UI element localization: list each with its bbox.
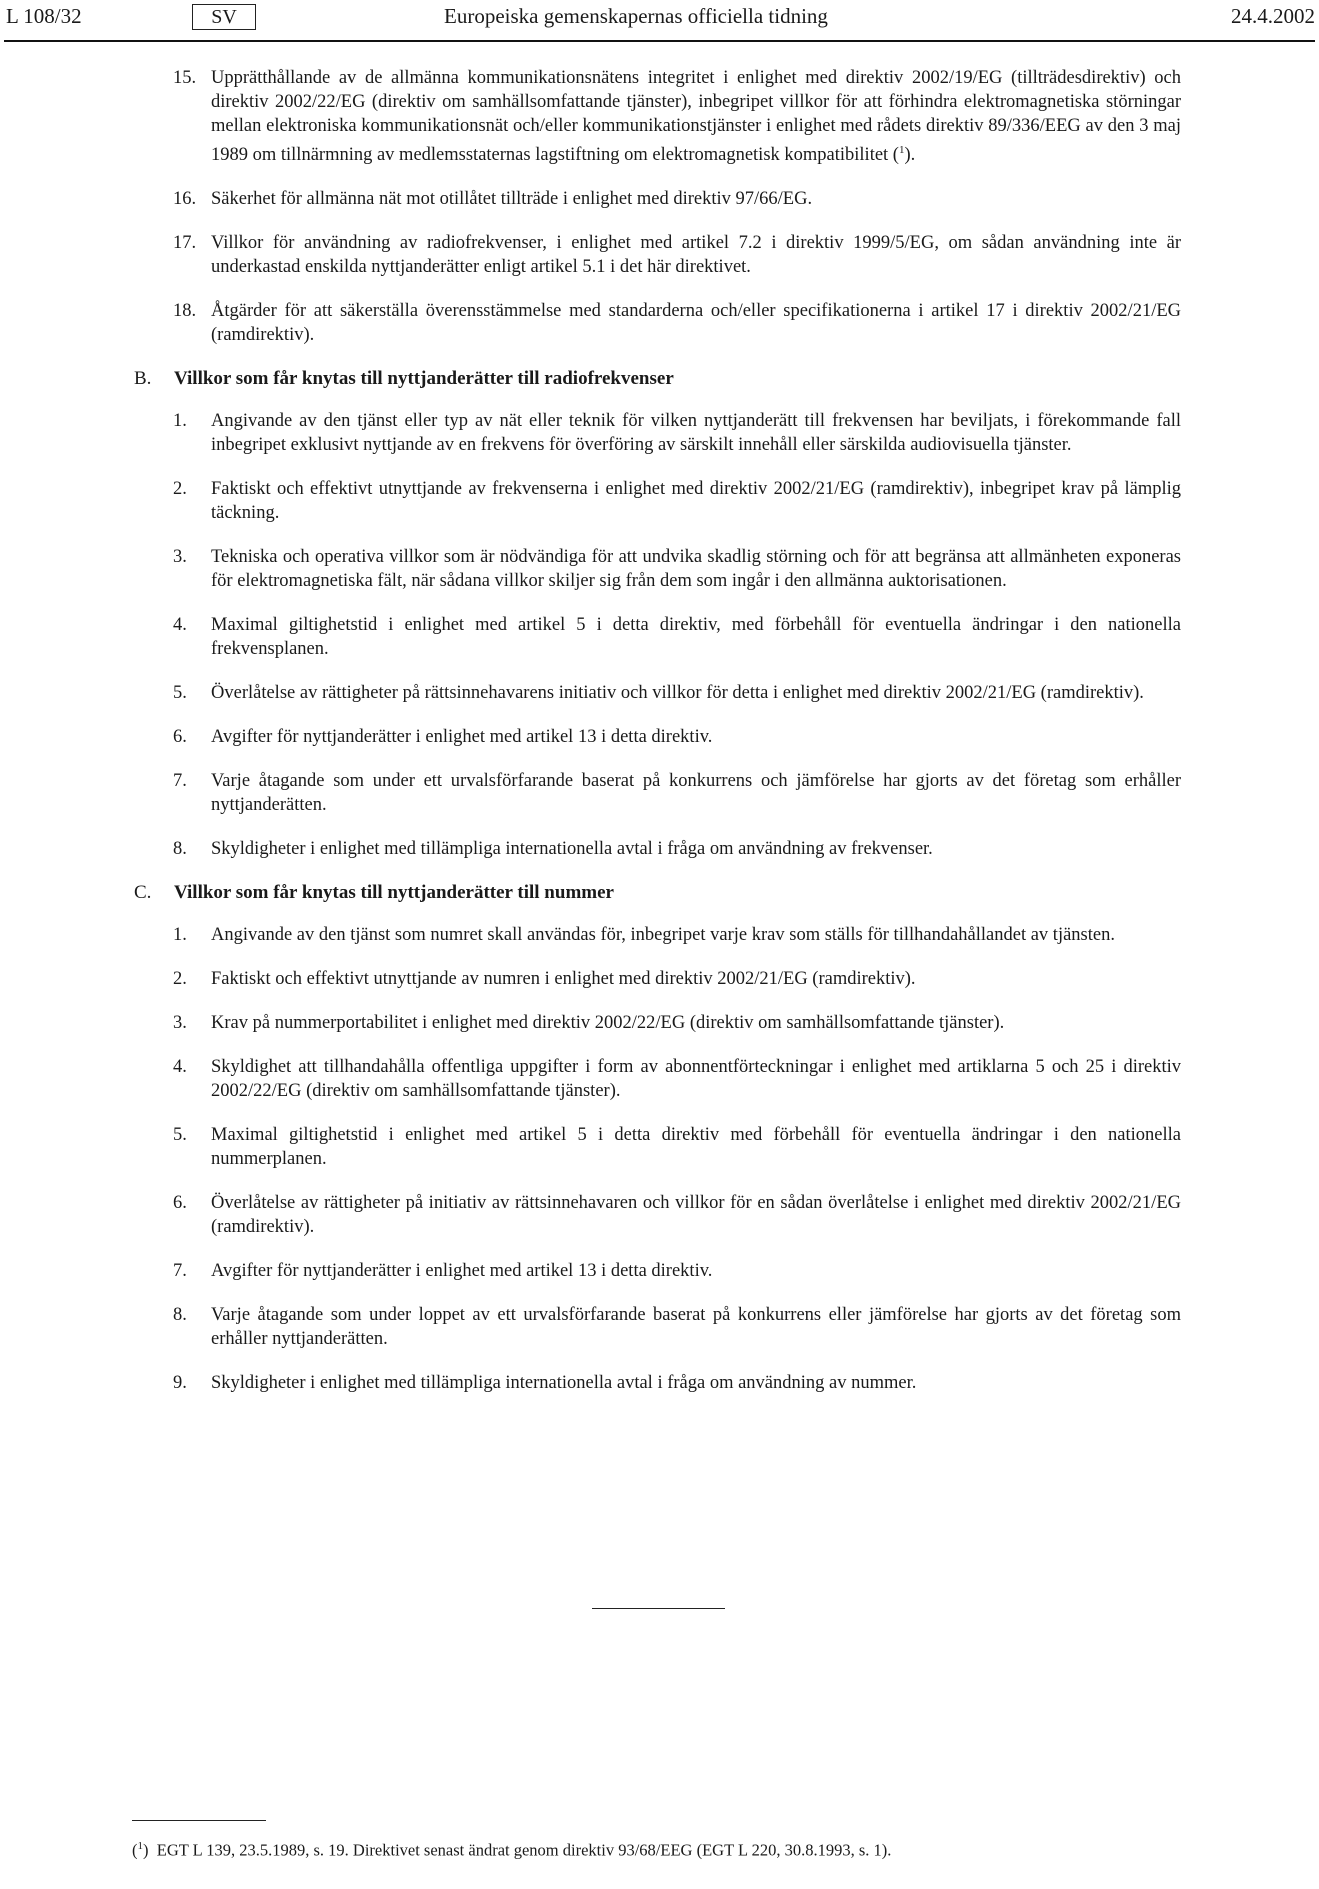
footnote-mark: 1 [137,1840,143,1852]
item-text: Skyldighet att tillhandahålla offentliga uppgifter i form av abonnentförteckningar i enlighet med artiklarna 5 och 25 i direktiv 2002/22/EG (direktiv om samhällsomfattande tjänster). [211,1057,1181,1102]
list-item [173,681,1181,705]
list-item [173,1259,1181,1283]
section-letter: B. [134,368,152,390]
item-text: Avgifter för nyttjanderätter i enlighet med artikel 13 i detta direktiv. [211,1261,713,1282]
list-item [173,1123,1181,1171]
section-title: Villkor som får knytas till nyttjanderätter till radiofrekvenser [174,368,674,390]
item-number: 17. [173,233,197,254]
item-text: Avgifter för nyttjanderätter i enlighet med artikel 13 i detta direktiv. [211,727,713,748]
item-text: Överlåtelse av rättigheter på initiativ av rättsinnehavaren och villkor för en sådan överlåtelse i enlighet med direktiv 2002/21/EG (ramdirektiv). [211,1193,1181,1238]
item-number: 15. [173,68,197,88]
item-text: Säkerhet för allmänna nät mot otillåtet tillträde i enlighet med direktiv 97/66/EG. [211,189,813,210]
item-number: 6. [173,727,187,748]
list-item [173,66,1181,167]
item-text: Angivande av den tjänst som numret skall användas för, inbegripet varje krav som ställs för tillhandahållandet av tjänsten. [211,925,1115,946]
item-number: 4. [173,615,187,636]
journal-title: Europeiska gemenskapernas officiella tidning [444,4,828,28]
list-item [173,231,1181,279]
section-heading-c [134,881,1319,905]
section-letter: C. [134,882,152,904]
item-number: 5. [173,1125,187,1146]
item-text: Villkor för användning av radiofrekvenser, i enlighet med artikel 7.2 i direktiv 1999/5/EG, om sådan användning inte är underkastad enskilda nyttjanderätter enligt artikel 5.1 i det här direktivet. [211,233,1181,278]
list-item [173,299,1181,347]
item-number: 3. [173,1013,187,1034]
item-text: Varje åtagande som under loppet av ett urvalsförfarande baserat på konkurrens eller jämförelse har gjorts av det företag som erhåller nyttjanderätten. [211,1305,1181,1350]
item-text-tail: ). [904,145,916,166]
item-text: Krav på nummerportabilitet i enlighet med direktiv 2002/22/EG (direktiv om samhällsomfattande tjänster). [211,1013,1005,1034]
item-number: 7. [173,771,187,792]
item-number: 16. [173,189,197,210]
list-item [173,967,1181,991]
item-text: Tekniska och operativa villkor som är nödvändiga för att undvika skadlig störning och för att begränsa att allmänheten exponeras för elektromagnetiska fält, när sådana villkor skiljer sig från dem som ingår i den allmänna auktorisationen. [211,547,1181,592]
footnote-rule [132,1820,266,1821]
list-item [173,1191,1181,1239]
item-number: 8. [173,839,187,860]
item-number: 2. [173,969,187,990]
item-text: Faktiskt och effektivt utnyttjande av numren i enlighet med direktiv 2002/21/EG (ramdirektiv). [211,969,916,990]
section-title: Villkor som får knytas till nyttjanderätter till nummer [174,882,614,904]
item-text: Varje åtagande som under ett urvalsförfarande baserat på konkurrens och jämförelse har gjorts av det företag som erhåller nyttjanderätten. [211,771,1181,816]
item-number: 7. [173,1261,187,1282]
item-number: 3. [173,547,187,568]
item-number: 1. [173,411,187,432]
item-text: Överlåtelse av rättigheter på rättsinnehavarens initiativ och villkor för detta i enlighet med direktiv 2002/21/EG (ramdirektiv). [211,683,1144,704]
list-item [173,769,1181,817]
list-item [173,409,1181,457]
item-text: Angivande av den tjänst eller typ av nät eller teknik för vilken nyttjanderätt till frekvensen har beviljats, i förekommande fall inbegripet exklusivt nyttjande av en frekvens för överföring av särskilt innehåll eller särskilda audiovisuella tjänster. [211,411,1181,456]
journal-reference: L 108/32 [6,4,82,28]
item-text: Skyldigheter i enlighet med tillämpliga internationella avtal i fråga om användning av nummer. [211,1373,917,1394]
item-number: 2. [173,479,187,500]
item-text: Åtgärder för att säkerställa överensstämmelse med standarderna och/eller specifikationerna i artikel 17 i direktiv 2002/21/EG (ramdirektiv). [211,301,1181,346]
list-item [173,477,1181,525]
list-item [173,1055,1181,1103]
item-number: 8. [173,1305,187,1326]
footnote-reference[interactable]: 1 [898,144,905,156]
item-text: Skyldigheter i enlighet med tillämpliga internationella avtal i fråga om användning av frekvenser. [211,839,933,860]
item-number: 1. [173,925,187,946]
item-text: Maximal giltighetstid i enlighet med artikel 5 i detta direktiv, med förbehåll för eventuella ändringar i den nationella frekvensplanen. [211,615,1181,660]
list-item [173,613,1181,661]
list-item [173,187,1181,211]
footnote-text: EGT L 139, 23.5.1989, s. 19. Direktivet senast ändrat genom direktiv 93/68/EEG (EGT L 220, 30.8.1993, s. 1). [156,1840,892,1860]
list-item [173,837,1181,861]
item-number: 5. [173,683,187,704]
document-body [0,66,1319,1415]
item-text: Maximal giltighetstid i enlighet med artikel 5 i detta direktiv med förbehåll för eventuella ändringar i den nationella nummerplanen. [211,1125,1181,1170]
end-separator [592,1608,725,1609]
list-item [173,545,1181,593]
list-item [173,1303,1181,1351]
item-text: Upprätthållande av de allmänna kommunikationsnätens integritet i enlighet med direktiv 2002/19/EG (tillträdesdirektiv) och direktiv 2002/22/EG (direktiv om samhällsomfattande tjänster), inbegripet villkor för att förhindra elektromagnetiska störningar mellan elektroniska kommunikationsnät och/eller kommunikationstjänster i enlighet med rådets direktiv 89/336/EEG av den 3 maj 1989 om tillnärmning av medlemsstaternas lagstiftning om elektromagnetisk kompatibilitet ( [211,68,1181,166]
page-header [0,0,1319,40]
list-item [173,923,1181,947]
publication-date: 24.4.2002 [1231,4,1315,28]
list-item [173,1371,1181,1395]
list-item [173,725,1181,749]
item-text: Faktiskt och effektivt utnyttjande av frekvenserna i enlighet med direktiv 2002/21/EG (ramdirektiv), inbegripet krav på lämplig täckning. [211,479,1181,524]
header-rule [4,40,1315,42]
item-number: 6. [173,1193,187,1214]
footnote: ($^1$) EGT L 139, 23.5.1989, s. 19. Direktivet senast ändrat genom direktiv 93/68/EEG (EGT L 220, 30.8.1993, s. 1). [132,1840,892,1860]
section-heading-b [134,367,1319,391]
language-box: SV [192,4,256,30]
list-item [173,1011,1181,1035]
item-number: 18. [173,301,197,322]
item-number: 4. [173,1057,187,1078]
item-number: 9. [173,1373,187,1394]
